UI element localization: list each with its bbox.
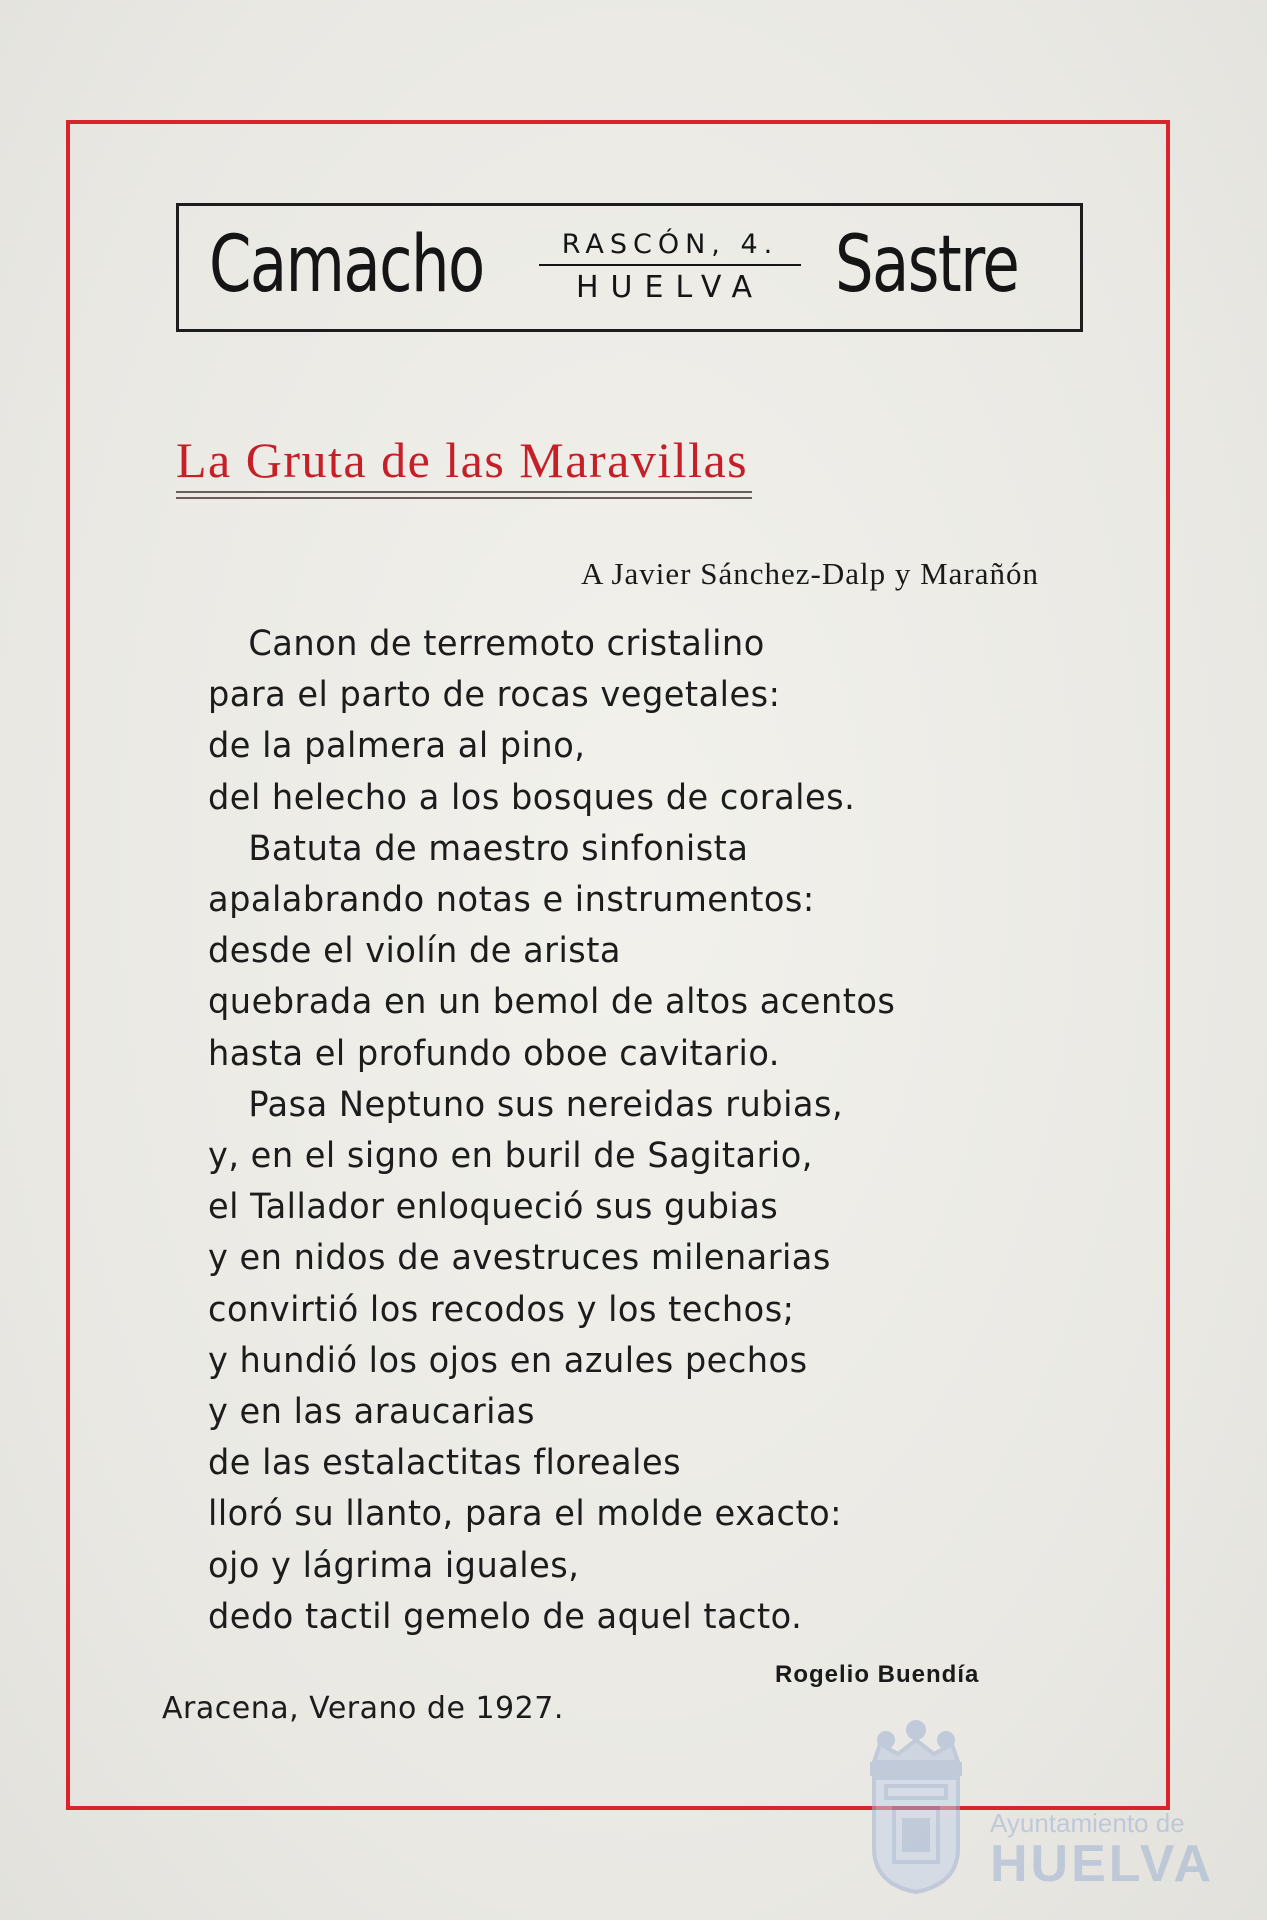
poem-place-date: Aracena, Verano de 1927.	[162, 1691, 564, 1726]
coat-of-arms-icon	[856, 1716, 976, 1896]
poem-line: Batuta de maestro sinfonista	[248, 828, 749, 869]
poem-line: y en nidos de avestruces milenarias	[208, 1238, 831, 1279]
poem-line: hasta el profundo oboe cavitario.	[208, 1033, 780, 1074]
poem-body	[208, 619, 924, 1643]
poem-line: para el parto de rocas vegetales:	[208, 675, 781, 716]
ad-divider	[539, 264, 801, 266]
poem-title: La Gruta de las Maravillas	[176, 432, 749, 488]
poem-author: Rogelio Buendía	[775, 1661, 980, 1688]
poem-line: el Tallador enloqueció sus gubias	[208, 1187, 779, 1228]
ad-name-left: Camacho	[209, 220, 484, 310]
watermark-name: HUELVA	[990, 1835, 1215, 1893]
poem-line: Pasa Neptuno sus nereidas rubias,	[248, 1084, 844, 1125]
ad-name-right: Sastre	[835, 220, 1019, 310]
ad-city: HUELVA	[575, 270, 764, 305]
poem-dedication: A Javier Sánchez-Dalp y Marañón	[581, 556, 1039, 591]
poem-line: ojo y lágrima iguales,	[208, 1545, 580, 1586]
poem-line: dedo tactil gemelo de aquel tacto.	[208, 1596, 803, 1637]
poem-line: del helecho a los bosques de corales.	[208, 777, 856, 818]
archive-watermark	[856, 1716, 1215, 1896]
ad-address	[539, 230, 801, 305]
watermark-subtitle: Ayuntamiento de	[990, 1808, 1185, 1838]
poem-line: apalabrando notas e instrumentos:	[208, 880, 815, 921]
poem-line: convirtió los recodos y los techos;	[208, 1289, 795, 1330]
poem-line: lloró su llanto, para el molde exacto:	[208, 1494, 842, 1535]
tailor-advertisement	[176, 203, 1083, 332]
poem-line: y hundió los ojos en azules pechos	[208, 1340, 808, 1381]
poem-line: de la palmera al pino,	[208, 726, 586, 767]
ad-street: RASCÓN, 4.	[561, 229, 779, 260]
poem-line: quebrada en un bemol de altos acentos	[208, 982, 896, 1023]
title-underline	[176, 491, 752, 503]
poem-line: de las estalactitas floreales	[208, 1443, 682, 1484]
poem-line: Canon de terremoto cristalino	[248, 624, 765, 664]
poem-line: y, en el signo en buril de Sagitario,	[208, 1136, 813, 1177]
poem-line: y en las araucarias	[208, 1392, 536, 1433]
poem-line: desde el violín de arista	[208, 931, 621, 972]
